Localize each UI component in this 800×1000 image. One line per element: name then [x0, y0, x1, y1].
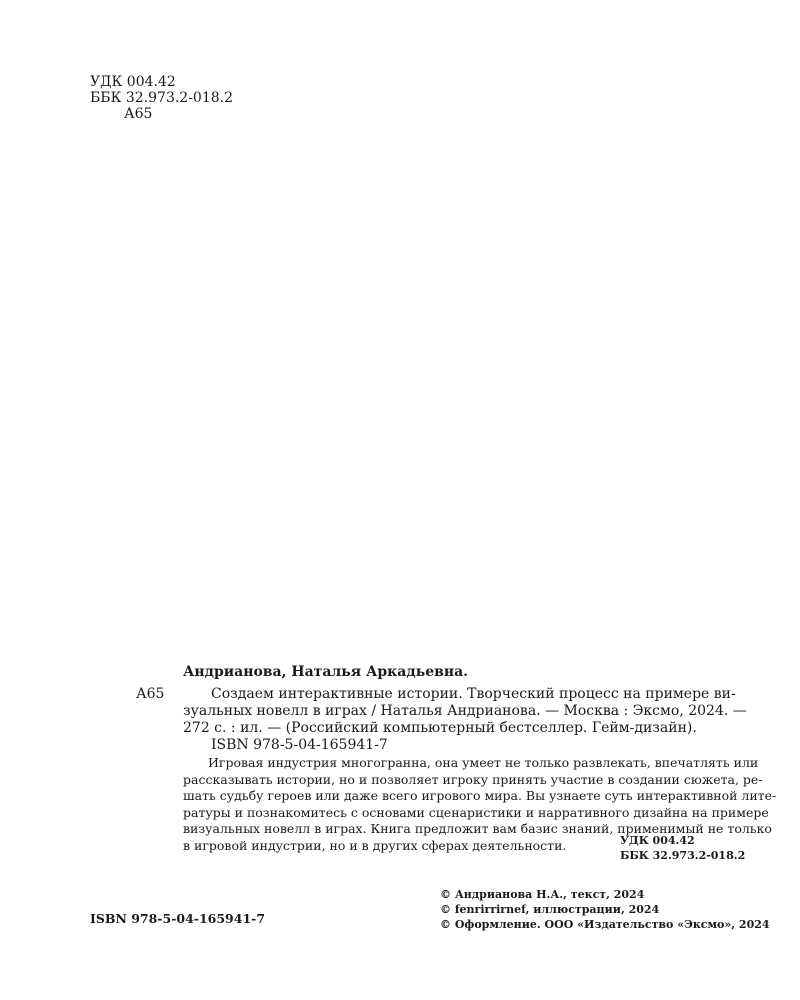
copyright-line: © fenrirrirnef, иллюстрации, 2024	[440, 903, 660, 916]
udk-code: УДК 004.42	[90, 74, 176, 90]
record-isbn: ISBN 978-5-04-165941-7	[211, 737, 388, 753]
record-author: Андрианова, Наталья Аркадьевна.	[183, 664, 469, 680]
biblio-line: Создаем интерактивные истории. Творческий процесс на примере ви-	[211, 686, 736, 702]
abstract-line: Игровая индустрия многогранна, она умеет не только развлекать, впечатлять или	[208, 755, 759, 770]
footer-isbn: ISBN 978-5-04-165941-7	[90, 911, 266, 926]
record-author-mark: А65	[136, 686, 165, 702]
top-classification	[90, 74, 233, 122]
abstract-line: шать судьбу героев или даже всего игрового мира. Вы узнаете суть интерактивной лите-	[183, 788, 777, 803]
bbk-code: ББК 32.973.2-018.2	[90, 90, 234, 106]
record-bbk: ББК 32.973.2-018.2	[620, 849, 746, 862]
bibliographic-description	[183, 686, 747, 737]
abstract-line: ратуры и познакомитесь с основами сценаристики и нарративного дизайна на примере	[183, 804, 769, 820]
biblio-line: 272 с. : ил. — (Российский компьютерный бестселлер. Гейм-дизайн).	[183, 720, 697, 736]
copyright-line: © Оформление. ООО «Издательство «Эксмо», 2024	[440, 918, 770, 931]
copyright-line: © Андрианова Н.А., текст, 2024	[440, 888, 645, 901]
biblio-line: зуальных новелл в играх / Наталья Андрианова. — Москва : Эксмо, 2024. —	[183, 703, 747, 719]
record-classification	[620, 833, 745, 863]
author-mark: А65	[124, 106, 153, 122]
record-udk: УДК 004.42	[620, 834, 695, 847]
abstract-line: в игровой индустрии, но и в других сферах деятельности.	[183, 837, 567, 853]
abstract-line: рассказывать истории, но и позволяет игроку принять участие в создании сюжета, ре-	[183, 771, 763, 787]
copyright-block	[440, 887, 770, 932]
abstract-line: визуальных новелл в играх. Книга предложит вам базис знаний, применимый не только	[183, 821, 772, 836]
